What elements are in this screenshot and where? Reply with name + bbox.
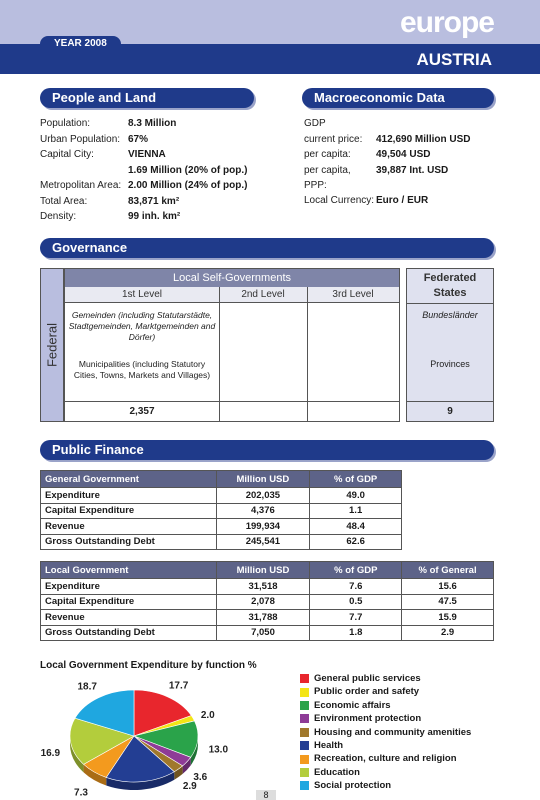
table-cell: 15.9: [402, 610, 494, 626]
legend-item: [300, 712, 471, 725]
year-tab: YEAR 2008: [40, 36, 121, 52]
general-government-table: [40, 470, 402, 550]
table-cell: Revenue: [41, 610, 217, 626]
people-value: 67%: [128, 133, 149, 145]
section-macroeconomic-data: Macroeconomic Data: [302, 88, 494, 108]
table-cell: 7.7: [310, 610, 402, 626]
table-cell: 2,078: [216, 594, 310, 610]
table-cell: 15.6: [402, 579, 494, 595]
table-cell: Revenue: [41, 519, 217, 535]
legend-label: Environment protection: [314, 713, 422, 725]
table-cell: 7,050: [216, 625, 310, 641]
table-cell: 199,934: [216, 519, 310, 535]
table-cell: 7.6: [310, 579, 402, 595]
table-cell: 48.4: [310, 519, 402, 535]
legend-label: Economic affairs: [314, 699, 391, 711]
macro-row: [304, 147, 470, 163]
legend-label: Health: [314, 740, 344, 752]
legend-item: [300, 779, 471, 792]
table-header-cell: Million USD: [216, 562, 310, 579]
people-value: 1.69 Million (20% of pop.): [128, 164, 248, 176]
macro-label: per capita:: [304, 149, 351, 160]
legend-label: General public services: [314, 673, 421, 684]
legend-label: Education: [314, 766, 360, 778]
table-row: [41, 503, 402, 519]
section-public-finance: Public Finance: [40, 440, 494, 460]
people-value: VIENNA: [128, 149, 166, 160]
country-title: AUSTRIA: [416, 50, 492, 69]
legend-item: [300, 766, 471, 779]
legend-swatch: [300, 714, 309, 723]
pie-data-label: 17.7: [168, 680, 189, 692]
table-row: [41, 594, 494, 610]
table-row: [41, 519, 402, 535]
legend-item: [300, 726, 471, 739]
macro-label: GDP: [304, 118, 326, 129]
macro-label: current price:: [304, 133, 363, 145]
governance-table: [40, 268, 494, 422]
people-label: Density:: [40, 211, 77, 222]
table-cell: 202,035: [216, 488, 310, 504]
table-header-cell: % of GDP: [310, 562, 402, 579]
legend-label: Recreation, culture and religion: [314, 753, 457, 765]
legend-swatch: [300, 688, 309, 697]
table-row: [41, 610, 494, 626]
legend-item: [300, 672, 471, 685]
table-cell: 2.9: [402, 625, 494, 641]
people-label: Capital City:: [40, 149, 94, 160]
federal-text: Federal: [44, 322, 60, 368]
expenditure-pie-chart: [30, 672, 290, 800]
page-number: 8: [256, 790, 276, 800]
table-cell: 62.6: [310, 534, 402, 550]
local-self-governments: [64, 268, 400, 422]
table-header-cell: % of GDP: [310, 471, 402, 488]
local-self-governments-title: Local Self-Governments: [65, 269, 399, 287]
people-label: Population:: [40, 118, 91, 129]
macro-value: 49,504 USD: [376, 149, 431, 160]
region-title: europe: [399, 6, 494, 39]
legend-item: [300, 685, 471, 698]
legend-item: [300, 752, 471, 765]
people-row: [40, 209, 247, 225]
pie-data-label: 2.9: [182, 781, 197, 793]
legend-label: Public order and safety: [314, 686, 420, 698]
table-row: [41, 625, 494, 641]
local-government-table: [40, 561, 494, 641]
people-row: [40, 132, 247, 148]
people-row: [40, 163, 247, 179]
pie-data-label: 7.3: [74, 787, 88, 799]
level-2-header: 2nd Level: [219, 287, 307, 303]
people-label: Urban Population:: [40, 133, 121, 145]
table-cell: Capital Expenditure: [41, 503, 217, 519]
macro-label: per capita, PPP:: [304, 164, 351, 191]
people-value: 83,871 km²: [128, 195, 180, 207]
legend-item: [300, 739, 471, 752]
table-cell: 4,376: [216, 503, 310, 519]
legend-swatch: [300, 768, 309, 777]
table-header-cell: Local Government: [41, 562, 217, 579]
people-row: [40, 194, 247, 210]
table-cell: 0.5: [310, 594, 402, 610]
local-currency-row: [304, 193, 428, 209]
table-cell: 1.8: [310, 625, 402, 641]
section-governance: Governance: [40, 238, 494, 258]
people-value: 2.00 Million (24% of pop.): [128, 180, 248, 191]
level-1-count: 2,357: [129, 406, 155, 417]
legend-swatch: [300, 755, 309, 764]
table-cell: 31,518: [216, 579, 310, 595]
pie-data-label: 3.6: [193, 772, 208, 784]
people-label: Metropolitan Area:: [40, 180, 122, 191]
table-cell: Gross Outstanding Debt: [41, 534, 217, 550]
macro-row: [304, 132, 470, 148]
macroeconomic-list: [304, 116, 470, 194]
level-1-native-name: Gemeinden (including Statutarstädte, Stadtgemeinden, Marktgemeinden and Dörfer): [68, 310, 216, 342]
table-cell: 47.5: [402, 594, 494, 610]
currency-value: Euro / EUR: [376, 195, 429, 206]
level-1-english-name: Municipalities (including Statutory Cities, Towns, Markets and Villages): [73, 359, 211, 380]
people-label: [40, 163, 128, 179]
table-header-cell: % of General: [402, 562, 494, 579]
people-and-land-list: [40, 116, 247, 225]
table-row: [41, 488, 402, 504]
table-cell: Capital Expenditure: [41, 594, 217, 610]
pie-legend: [300, 672, 471, 793]
federated-count: 9: [447, 406, 453, 417]
people-value: 8.3 Million: [128, 118, 177, 129]
federated-states: [406, 268, 494, 422]
legend-swatch: [300, 781, 309, 790]
federal-side-label: [40, 268, 64, 422]
table-cell: Expenditure: [41, 579, 217, 595]
table-cell: Gross Outstanding Debt: [41, 625, 217, 641]
table-cell: Expenditure: [41, 488, 217, 504]
currency-label: Local Currency:: [304, 195, 375, 206]
table-cell: 49.0: [310, 488, 402, 504]
legend-swatch: [300, 674, 309, 683]
table-row: [41, 579, 494, 595]
legend-item: [300, 699, 471, 712]
legend-label: Housing and community amenities: [314, 726, 472, 738]
section-people-and-land: People and Land: [40, 88, 254, 108]
table-cell: 245,541: [216, 534, 310, 550]
table-header-cell: Million USD: [216, 471, 310, 488]
macro-value: 39,887 Int. USD: [376, 164, 449, 176]
federated-native-name: Bundesländer: [422, 310, 478, 320]
federated-states-title: Federated States: [423, 272, 477, 299]
people-row: [40, 116, 247, 132]
table-cell: 1.1: [310, 503, 402, 519]
table-cell: 31,788: [216, 610, 310, 626]
people-row: [40, 178, 247, 194]
level-3-header: 3rd Level: [307, 287, 399, 303]
table-row: [41, 534, 402, 550]
people-row: [40, 147, 247, 163]
legend-swatch: [300, 728, 309, 737]
legend-swatch: [300, 701, 309, 710]
federated-english-name: Provinces: [430, 359, 470, 369]
pie-data-label: 2.0: [200, 709, 215, 721]
people-label: Total Area:: [40, 195, 88, 207]
table-header-cell: General Government: [41, 471, 217, 488]
people-value: 99 inh. km²: [128, 211, 181, 222]
macro-row: [304, 116, 470, 132]
pie-data-label: 13.0: [208, 744, 229, 756]
pie-chart-title: Local Government Expenditure by function %: [40, 660, 257, 671]
level-1-header: 1st Level: [65, 287, 219, 303]
legend-swatch: [300, 741, 309, 750]
macro-row: [304, 163, 470, 194]
legend-label: Social protection: [314, 780, 392, 792]
pie-data-label: 18.7: [77, 681, 97, 693]
macro-value: 412,690 Million USD: [376, 133, 471, 145]
pie-data-label: 16.9: [40, 748, 61, 760]
